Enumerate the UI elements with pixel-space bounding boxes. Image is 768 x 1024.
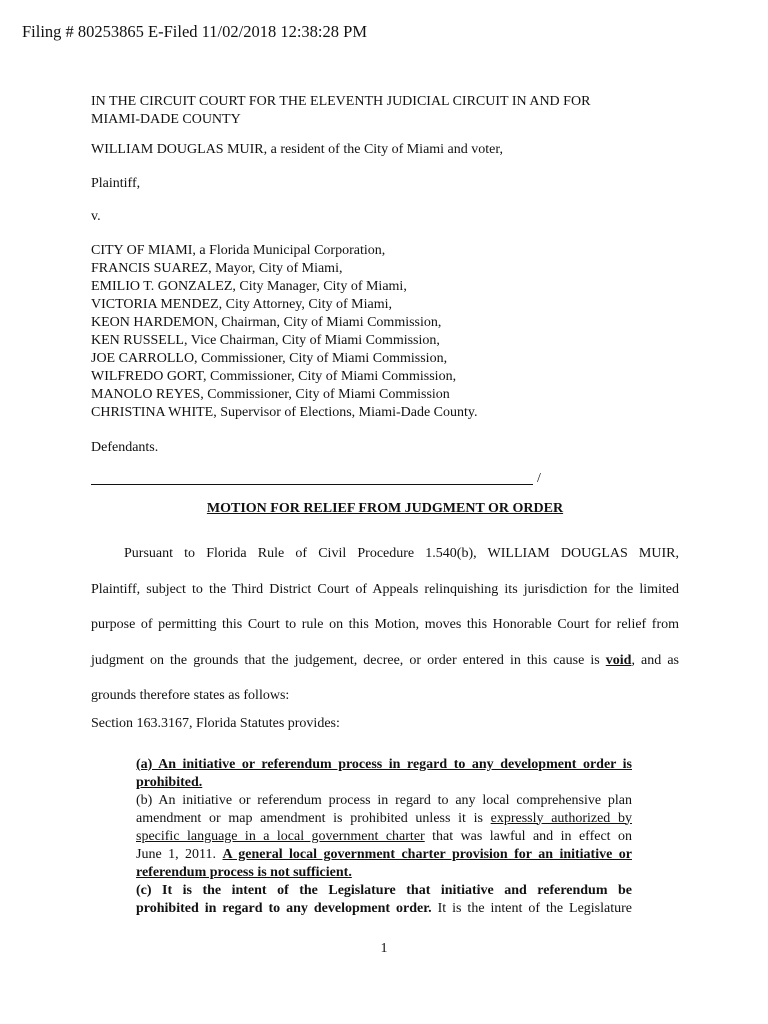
signature-row bbox=[91, 470, 679, 488]
body-text: , and as bbox=[631, 652, 679, 668]
statute-line-b1: (b) An initiative or referendum process in regard to any local comprehensive plan bbox=[136, 792, 632, 808]
statute-line-a2: prohibited. bbox=[136, 774, 203, 790]
statute-quote bbox=[136, 756, 632, 918]
defendant-entry: EMILIO T. GONZALEZ, City Manager, City of Miami, bbox=[91, 279, 407, 294]
defendant-entry: KEON HARDEMON, Chairman, City of Miami Commission, bbox=[91, 315, 442, 330]
body-line: Pursuant to Florida Rule of Civil Procedure 1.540(b), WILLIAM DOUGLAS MUIR, bbox=[124, 546, 679, 561]
defendant-entry: CHRISTINA WHITE, Supervisor of Elections, Miami-Dade County. bbox=[91, 405, 478, 420]
statute-line-b5: referendum process is not sufficient. bbox=[136, 864, 352, 880]
statute-bold-text: It is the intent of the Legislature that initiative and referendum be bbox=[162, 882, 632, 898]
versus-label: v. bbox=[91, 209, 101, 224]
plaintiff-label: Plaintiff, bbox=[91, 176, 141, 191]
statute-underlined-text: expressly authorized by bbox=[490, 810, 632, 826]
body-line bbox=[91, 643, 679, 679]
statute-text: It is the intent of the Legislature bbox=[431, 900, 632, 916]
body-line: purpose of permitting this Court to rule on this Motion, moves this Honorable Court for relief from bbox=[91, 617, 679, 632]
signature-slash: / bbox=[537, 471, 541, 486]
defendants-label: Defendants. bbox=[91, 440, 159, 455]
defendant-entry: JOE CARROLLO, Commissioner, City of Miami Commission, bbox=[91, 351, 448, 366]
defendant-entry: VICTORIA MENDEZ, City Attorney, City of Miami, bbox=[91, 297, 392, 312]
statute-text: that was lawful and in effect on bbox=[424, 828, 632, 844]
court-caption bbox=[91, 93, 679, 129]
defendant-entry: MANOLO REYES, Commissioner, City of Miami Commission bbox=[91, 387, 450, 402]
statute-line-b4 bbox=[136, 846, 632, 864]
statute-line-c1 bbox=[136, 882, 632, 900]
defendant-entry: WILFREDO GORT, Commissioner, City of Miami Commission, bbox=[91, 369, 457, 384]
statute-emphasis: A general local government charter provision for an initiative or bbox=[222, 846, 632, 862]
statute-line-b3 bbox=[136, 828, 632, 846]
statute-label: (c) bbox=[136, 882, 152, 898]
signature-line bbox=[91, 484, 533, 485]
defendants-list bbox=[91, 242, 679, 422]
body-line: Plaintiff, subject to the Third District Court of Appeals relinquishing its jurisdiction for the limited bbox=[91, 581, 679, 597]
body-line: grounds therefore states as follows: bbox=[91, 688, 290, 703]
statute-underlined-text: specific language in a local government charter bbox=[136, 828, 425, 844]
statute-line-c2 bbox=[136, 900, 632, 918]
defendant-entry: FRANCIS SUAREZ, Mayor, City of Miami, bbox=[91, 261, 343, 276]
motion-title: MOTION FOR RELIEF FROM JUDGMENT OR ORDER bbox=[206, 501, 564, 516]
page-number: 1 bbox=[380, 941, 388, 956]
document-body bbox=[91, 93, 679, 918]
body-text: judgment on the grounds that the judgement, decree, or order entered in this cause is bbox=[91, 652, 606, 668]
section-intro: Section 163.3167, Florida Statutes provides: bbox=[91, 715, 340, 731]
statute-text: June 1, 2011. bbox=[136, 846, 223, 862]
statute-bold-text: prohibited in regard to any development order. bbox=[136, 900, 432, 916]
plaintiff-name: WILLIAM DOUGLAS MUIR, a resident of the City of Miami and voter, bbox=[91, 142, 503, 157]
statute-text: amendment or map amendment is prohibited unless it is bbox=[136, 810, 491, 826]
statute-line-b2 bbox=[136, 810, 632, 828]
defendant-entry: CITY OF MIAMI, a Florida Municipal Corporation, bbox=[91, 243, 386, 258]
statute-line-a1: (a) An initiative or referendum process in regard to any development order is bbox=[136, 756, 632, 772]
motion-body-paragraph bbox=[91, 536, 679, 714]
court-caption-line: IN THE CIRCUIT COURT FOR THE ELEVENTH JUDICIAL CIRCUIT IN AND FOR bbox=[91, 94, 591, 109]
defendant-entry: KEN RUSSELL, Vice Chairman, City of Miami Commission, bbox=[91, 333, 440, 348]
filing-header: Filing # 80253865 E-Filed 11/02/2018 12:38:28 PM bbox=[22, 22, 367, 41]
void-emphasis: void bbox=[605, 652, 632, 668]
court-caption-line: MIAMI-DADE COUNTY bbox=[91, 112, 241, 127]
